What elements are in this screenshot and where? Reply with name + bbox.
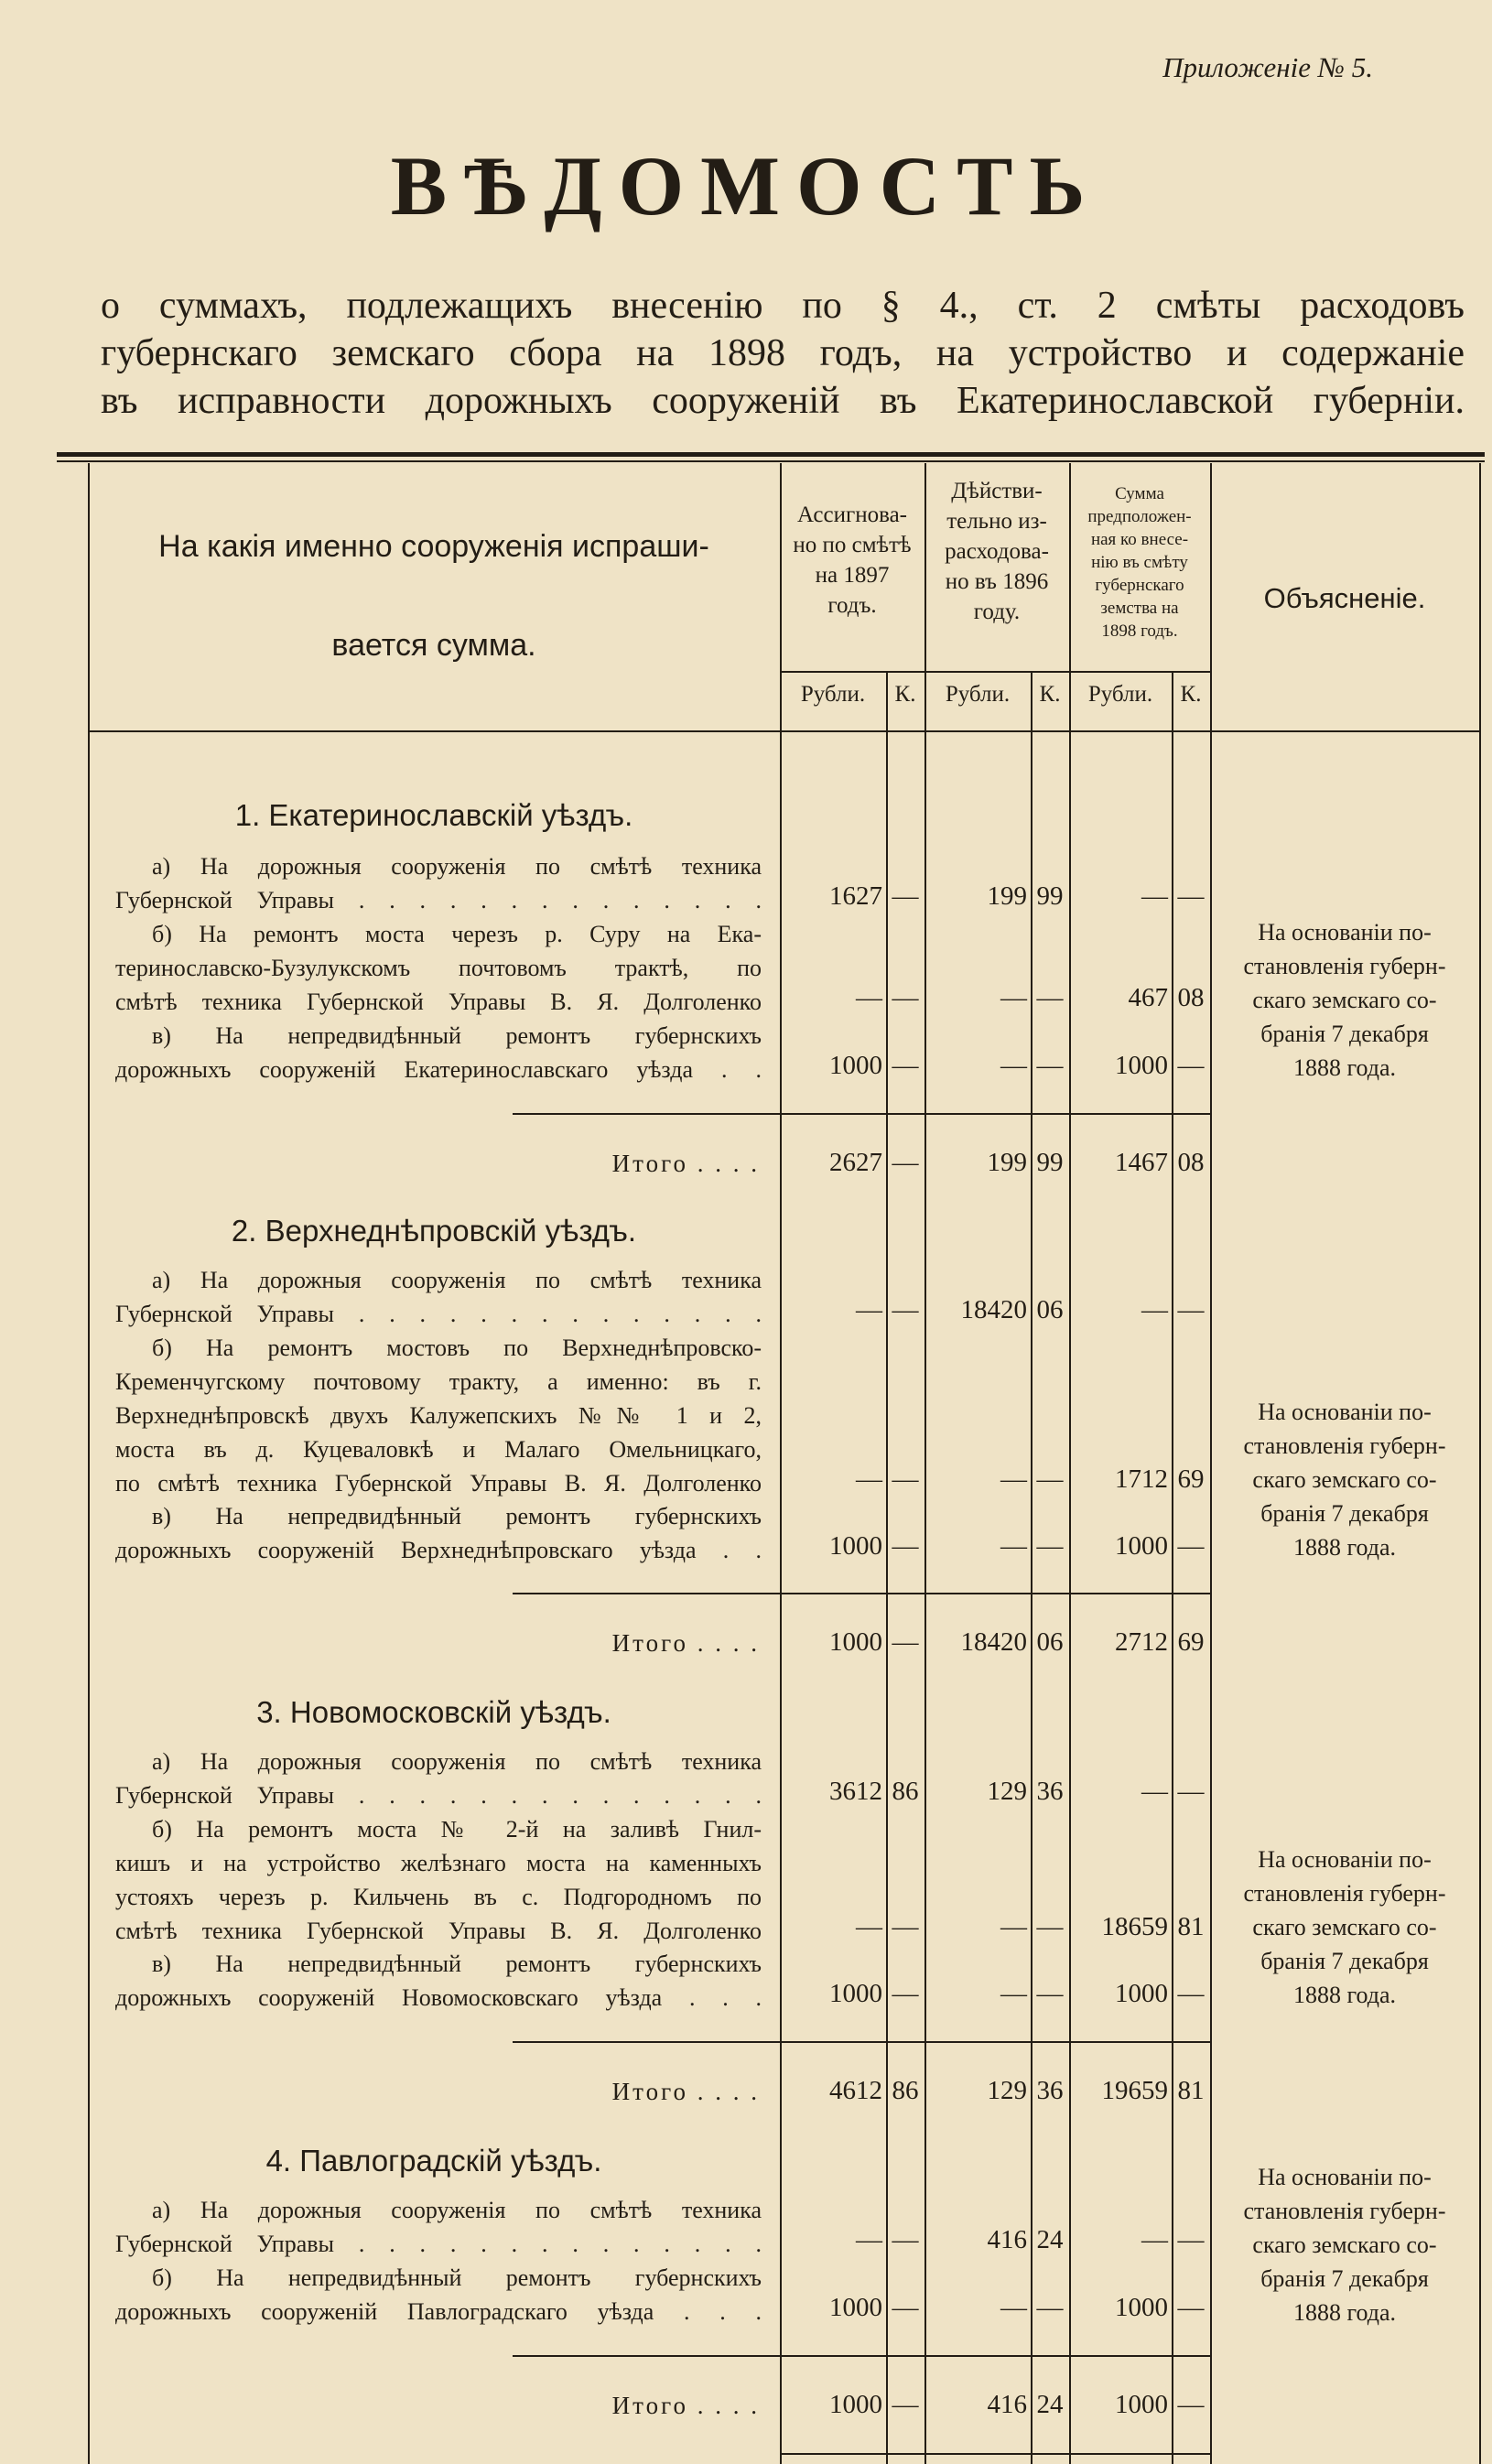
kopecks-value: 08 [1177,1148,1205,1177]
item-text-line: б) На ремонтъ моста черезъ р. Суру на Ека- [152,921,762,947]
item-text-line: а) На дорожныя сооруженія по смѣтѣ техника [152,1748,762,1775]
table-bottom-rule [780,2453,1210,2455]
header-column-line: предположен- [1087,507,1192,526]
explanation-line: бранія 7 декабря [1260,1948,1429,1974]
kopecks-value: — [1036,1051,1064,1080]
district-heading: 3. Новомосковскій уѣздъ. [256,1695,611,1729]
kopecks-value: — [892,983,919,1012]
kopecks-value: — [1036,1979,1064,2008]
rubles-value: — [1141,1777,1168,1806]
kopecks-value: 81 [1177,2076,1205,2105]
kopecks-value: 86 [892,2076,919,2105]
total-rule [513,1113,780,1115]
unit-kopecks: К. [1039,682,1061,707]
document-title: ВѢДОМОСТЬ [390,139,1102,232]
rubles-value: 2712 [1115,1627,1168,1657]
subtitle-line: о суммахъ, подлежащихъ внесенію по § 4., ст. 2 смѣты расходовъ [101,285,1465,327]
rubles-value: — [1000,1912,1027,1941]
total-rule [780,1113,1210,1115]
kopecks-value: — [1177,1295,1205,1324]
total-label: Итого . . . . [611,1150,760,1177]
rubles-value: — [1000,1051,1027,1080]
header-column-line: Ассигнова- [796,503,908,527]
explanation-line: становленія губерн- [1243,953,1446,979]
item-text-line: смѣтѣ техника Губернской Управы В. Я. Долголенко [115,1918,762,1944]
rubles-value: 199 [987,1148,1027,1177]
kopecks-value: 86 [892,1777,919,1806]
kopecks-value: — [892,1531,919,1561]
rubles-value: — [1141,1295,1168,1324]
rubles-value: 416 [987,2390,1027,2419]
kopecks-value: — [1177,2293,1205,2322]
item-text-line: в) На непредвидѣнный ремонтъ губернскихъ [152,1951,762,1977]
explanation-line: 1888 года. [1292,1054,1397,1081]
total-rule [780,2355,1210,2357]
total-label: Итого . . . . [611,1629,760,1657]
rubles-value: 1000 [1115,1051,1168,1080]
explanation-line: На основаніи по- [1258,1399,1432,1425]
kopecks-value: — [1177,1531,1205,1561]
item-text-line: смѣтѣ техника Губернской Управы В. Я. Долголенко [115,989,762,1015]
header-column-line: 1898 годъ. [1101,621,1178,641]
item-text-line: дорожныхъ сооруженій Екатеринославскаго уѣзда . . [115,1056,762,1083]
rubles-value: 19659 [1101,2076,1168,2105]
rubles-value: 1000 [829,1979,882,2008]
header-explanation: Объясненіе. [1263,582,1426,614]
explanation-line: становленія губерн- [1243,1432,1446,1459]
column-rule [924,463,926,2464]
header-column-line: расходова- [945,539,1049,564]
item-text-line: Губернской Управы . . . . . . . . . . . . . . [115,887,762,913]
rubles-value: 129 [987,1777,1027,1806]
kopecks-value: — [892,2390,919,2419]
kopecks-value: — [892,1464,919,1494]
rubles-value: 18659 [1101,1912,1168,1941]
header-column-line: годъ. [827,593,877,618]
rubles-value: 1000 [1115,2390,1168,2419]
header-column-line: но по смѣтѣ [793,533,912,557]
explanation-line: становленія губерн- [1243,1880,1446,1907]
header-main-line: вается сумма. [331,628,536,663]
district-heading: 4. Павлоградскій уѣздъ. [265,2144,602,2178]
explanation-line: скаго земскаго со- [1252,1466,1437,1493]
item-text-line: Верхнеднѣпровскѣ двухъ Калужепскихъ №№ 1 и 2, [115,1402,762,1429]
item-text-line: б) На непредвидѣнный ремонтъ губернскихъ [152,2264,762,2291]
kopecks-value: — [892,2293,919,2322]
header-bottom-rule [88,730,1479,732]
rubles-value: — [1141,2225,1168,2254]
explanation-line: бранія 7 декабря [1260,1021,1429,1047]
top-rule-thick [57,452,1485,457]
kopecks-value: — [1036,2293,1064,2322]
document-subtitle [101,282,1465,425]
explanation-line: 1888 года. [1292,2299,1397,2326]
total-rule [513,2355,780,2357]
kopecks-value: 69 [1177,1627,1205,1657]
item-text-line: дорожныхъ сооруженій Павлоградскаго уѣзда . . . [115,2298,762,2325]
kopecks-value: — [1036,1912,1064,1941]
kopecks-value: — [1177,1777,1205,1806]
subtitle-line: губернскаго земскаго сбора на 1898 годъ, на устройство и содержаніе [101,332,1465,374]
item-text-line: устояхъ черезъ р. Кильчень въ с. Подгородномъ по [115,1884,762,1910]
total-rule [780,1593,1210,1594]
explanation-line: становленія губерн- [1243,2198,1446,2224]
rub-kop-rule [886,671,888,2464]
kopecks-value: — [1177,2390,1205,2419]
kopecks-value: 36 [1036,1777,1064,1806]
header-column-line: губернскаго [1095,576,1184,595]
item-text-line: Губернской Управы . . . . . . . . . . . . . . [115,1782,762,1809]
rubles-value: 1000 [829,1531,882,1561]
header-column-line: ная ко внесе- [1090,530,1189,549]
header-column-line: но въ 1896 [945,569,1049,594]
rubles-value: 18420 [960,1627,1027,1657]
kopecks-value: — [1177,1979,1205,2008]
kopecks-value: — [1036,983,1064,1012]
explanation-line: 1888 года. [1292,1982,1397,2008]
explanation-line: бранія 7 декабря [1260,1500,1429,1527]
kopecks-value: — [892,1912,919,1941]
kopecks-value: — [892,1051,919,1080]
header-column-line: году. [973,600,1021,624]
kopecks-value: — [892,1979,919,2008]
header-column-line: тельно из- [946,509,1047,534]
explanation-line: На основаніи по- [1258,1846,1432,1873]
explanation-line: скаго земскаго со- [1252,2232,1437,2258]
rubles-value: — [1000,1531,1027,1561]
table-right-rule [1479,463,1481,2464]
rubles-value: 129 [987,2076,1027,2105]
kopecks-value: — [1177,1051,1205,1080]
item-text-line: по смѣтѣ техника Губернской Управы В. Я. Долголенко [115,1470,762,1497]
kopecks-value: — [892,1295,919,1324]
rubles-value: 1000 [1115,2293,1168,2322]
kopecks-value: 99 [1036,881,1064,911]
rubles-value: — [856,1464,882,1494]
explanation-line: На основаніи по- [1258,2164,1432,2190]
rub-kop-rule [1172,671,1173,2464]
rubles-value: 1467 [1115,1148,1168,1177]
description-column-rule [780,463,782,2464]
total-rule [513,2041,780,2043]
kopecks-value: 36 [1036,2076,1064,2105]
explanation-line: скаго земскаго со- [1252,1914,1437,1940]
rubles-value: 4612 [829,2076,882,2105]
kopecks-value: — [892,1627,919,1657]
kopecks-value: — [1036,1531,1064,1561]
rubles-value: 1627 [829,881,882,911]
explanation-line: На основаніи по- [1258,919,1432,946]
rubles-value: 416 [987,2225,1027,2254]
rubles-value: — [1000,1464,1027,1494]
kopecks-value: — [1177,881,1205,911]
rubles-value: 199 [987,881,1027,911]
kopecks-value: 24 [1036,2390,1064,2419]
rubles-value: 1000 [829,1627,882,1657]
rub-kop-rule [1031,671,1033,2464]
item-text-line: в) На непредвидѣнный ремонтъ губернскихъ [152,1022,762,1049]
kopecks-value: 06 [1036,1627,1064,1657]
kopecks-value: — [892,1148,919,1177]
rubles-value: 467 [1128,983,1168,1012]
header-unit-rule [780,671,1210,673]
rubles-value: — [856,2225,882,2254]
kopecks-value: — [892,881,919,911]
header-column-line: нію въ смѣту [1091,553,1188,572]
unit-kopecks: К. [1180,682,1202,707]
rubles-value: 2627 [829,1148,882,1177]
unit-rubles: Рубли. [1087,682,1153,707]
kopecks-value: — [1036,1464,1064,1494]
kopecks-value: 06 [1036,1295,1064,1324]
explanation-line: 1888 года. [1292,1534,1397,1561]
total-label: Итого . . . . [611,2392,760,2419]
item-text-line: в) На непредвидѣнный ремонтъ губернскихъ [152,1503,762,1529]
rubles-value: — [856,1912,882,1941]
unit-rubles: Рубли. [800,682,866,707]
header-column-line: земства на [1100,599,1179,618]
explanation-line: скаго земскаго со- [1252,987,1437,1013]
header-column-line: Дѣйстви- [951,479,1043,503]
item-text-line: б) На ремонтъ моста № 2-й на заливѣ Гнил- [152,1816,762,1843]
item-text-line: а) На дорожныя сооруженія по смѣтѣ техника [152,2197,762,2223]
rubles-value: — [1000,1979,1027,2008]
kopecks-value: 24 [1036,2225,1064,2254]
column-rule [1069,463,1071,2464]
district-heading: 2. Верхнеднѣпровскій уѣздъ. [231,1214,637,1248]
item-text-line: Губернской Управы . . . . . . . . . . . . . . [115,1301,762,1327]
district-heading: 1. Екатеринославскій уѣздъ. [234,798,633,832]
kopecks-value: 99 [1036,1148,1064,1177]
rubles-value: — [856,983,882,1012]
explanation-column-rule [1210,463,1212,2464]
rubles-value: 1000 [1115,1531,1168,1561]
header-main-line: На какія именно сооруженія испраши- [158,529,709,564]
item-text-line: Кременчугскому почтовому тракту, а именно: въ г. [115,1368,762,1395]
appendix-number: Приложеніе № 5. [1162,51,1373,83]
subtitle-line: въ исправности дорожныхъ сооруженій въ Екатеринославской губерніи. [101,380,1465,422]
unit-rubles: Рубли. [945,682,1011,707]
header-column-line: на 1897 [815,563,890,588]
item-text-line: дорожныхъ сооруженій Новомосковскаго уѣзда . . . [115,1984,762,2011]
rubles-value: 1712 [1115,1464,1168,1494]
item-text-line: а) На дорожныя сооруженія по смѣтѣ техника [152,1267,762,1293]
rubles-value: 3612 [829,1777,882,1806]
rubles-value: — [1141,881,1168,911]
rubles-value: 18420 [960,1295,1027,1324]
rubles-value: — [856,1295,882,1324]
item-text-line: б) На ремонтъ мостовъ по Верхнеднѣпровско- [152,1335,762,1361]
top-rule-thin [57,460,1485,462]
kopecks-value: 69 [1177,1464,1205,1494]
kopecks-value: 81 [1177,1912,1205,1941]
item-text-line: моста въ д. Куцеваловкѣ и Малаго Омельницкаго, [115,1436,762,1463]
item-text-line: теринославско-Бузулукскомъ почтовомъ трактѣ, по [115,955,762,981]
item-text-line: кишъ и на устройство желѣзнаго моста на каменныхъ [115,1850,762,1876]
rubles-value: 1000 [829,2293,882,2322]
rubles-value: 1000 [829,1051,882,1080]
item-text-line: а) На дорожныя сооруженія по смѣтѣ техника [152,853,762,880]
total-rule [780,2041,1210,2043]
total-rule [513,1593,780,1594]
unit-kopecks: К. [894,682,916,707]
kopecks-value: — [1177,2225,1205,2254]
explanation-line: бранія 7 декабря [1260,2265,1429,2292]
item-text-line: Губернской Управы . . . . . . . . . . . . . . [115,2231,762,2257]
rubles-value: — [1000,983,1027,1012]
total-label: Итого . . . . [611,2078,760,2105]
rubles-value: — [1000,2293,1027,2322]
rubles-value: 1000 [1115,1979,1168,2008]
item-text-line: дорожныхъ сооруженій Верхнеднѣпровскаго уѣзда . . [115,1537,762,1563]
kopecks-value: — [892,2225,919,2254]
kopecks-value: 08 [1177,983,1205,1012]
rubles-value: 1000 [829,2390,882,2419]
header-column-line: Сумма [1115,484,1164,503]
